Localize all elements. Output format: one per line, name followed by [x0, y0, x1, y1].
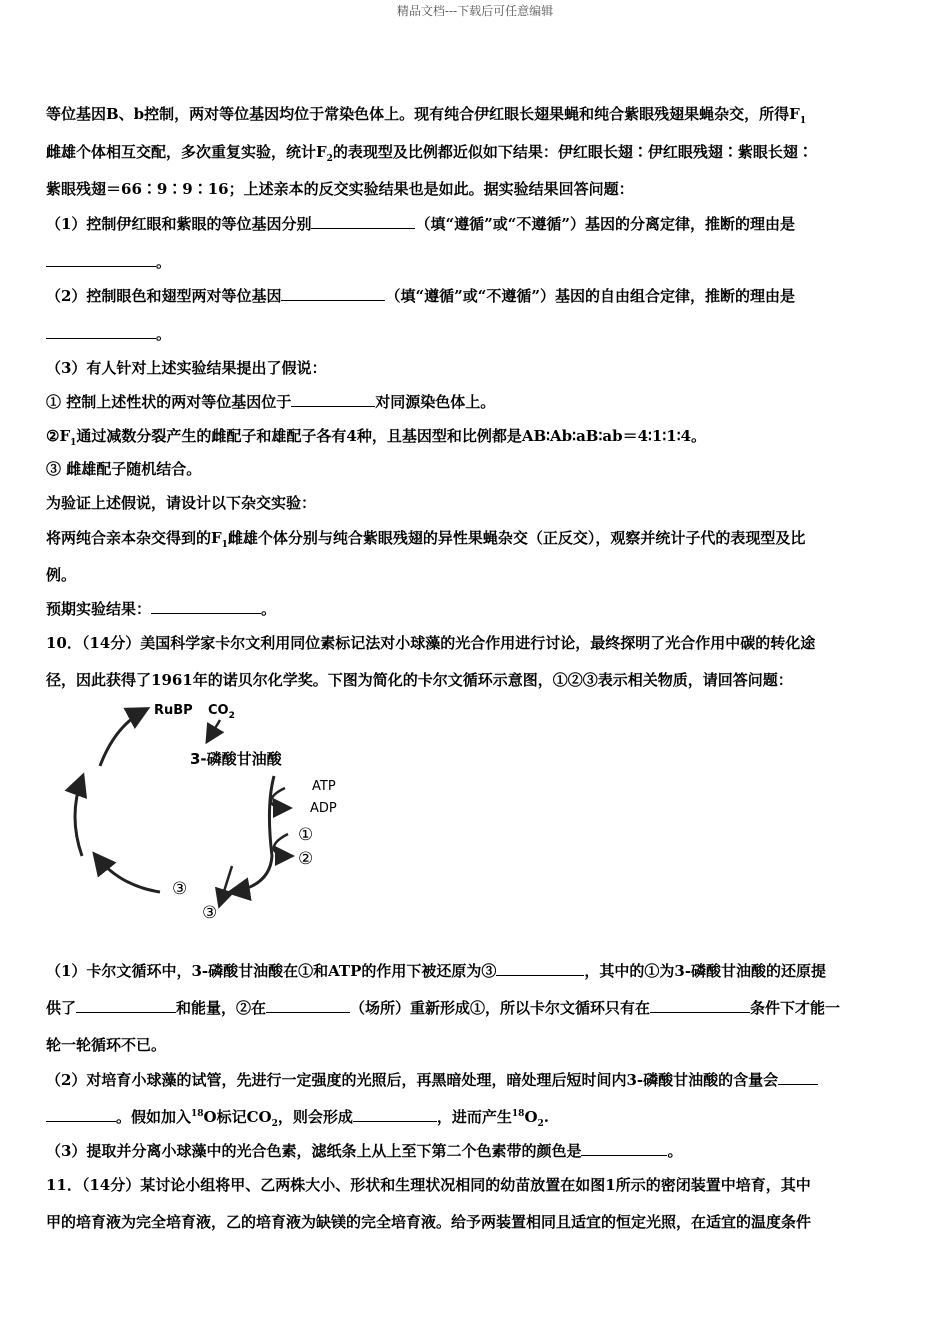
subquestion-1-line — [46, 960, 826, 981]
text-span: 。 — [667, 1142, 683, 1160]
answer-blank[interactable] — [353, 1107, 437, 1122]
text-line — [46, 527, 805, 550]
text-span: 雌雄个体相互交配，多次重复实验，统计F — [46, 143, 327, 161]
text-span: 条件下才能一 — [750, 999, 841, 1017]
page-header: 精品文档---下载后可任意编辑 — [396, 4, 554, 18]
text-span: （3）提取并分离小球藻中的光合色素，滤纸条上从上至下第二个色素带的颜色是 — [46, 1142, 582, 1160]
text-span: . — [543, 1108, 550, 1126]
question-2-continued — [46, 323, 171, 344]
problem-10-line: 径，因此获得了1961年的诺贝尔化学奖。下图为简化的卡尔文循环示意图，①②③表示相关物质，请回答问题： — [46, 671, 793, 689]
calvin-cycle-diagram — [60, 696, 360, 926]
subquestion-2-continued — [46, 1106, 549, 1129]
text-line: 轮一轮循环不已。 — [46, 1036, 167, 1054]
atp-label: ATP — [312, 779, 336, 794]
answer-blank[interactable] — [46, 252, 156, 267]
text-span: 和能量，②在 — [176, 999, 267, 1017]
text-span: 的表现型及比例都近似如下结果：伊红眼长翅∶伊红眼残翅∶紫眼长翅∶ — [332, 143, 813, 161]
text-span: （2）控制眼色和翅型两对等位基因 — [46, 287, 282, 305]
problem-11-line: 11．（14分）某讨论小组将甲、乙两株大小、形状和生理状况相同的幼苗放置在如图1所示的密闭装置中培育，其中 — [46, 1176, 811, 1194]
answer-blank[interactable] — [46, 1107, 116, 1122]
text-span: （场所）重新形成①，所以卡尔文循环只有在 — [350, 999, 651, 1017]
text-span: （填“遵循”或“不遵循”）基因的自由组合定律，推断的理由是 — [385, 287, 795, 305]
answer-blank[interactable] — [311, 214, 415, 229]
co2-label — [208, 703, 235, 721]
marker-3a: ③ — [172, 879, 188, 899]
text-span: 。假如加入 — [116, 1108, 192, 1126]
subscript: 2 — [326, 154, 333, 164]
text-span: 对同源染色体上。 — [375, 393, 496, 411]
subscript: 1 — [799, 116, 807, 126]
text-span: O标记CO — [203, 1108, 272, 1126]
text-span: O — [524, 1108, 538, 1126]
text-span: 。 — [156, 325, 172, 343]
text-span: （1）控制伊红眼和紫眼的等位基因分别 — [46, 215, 312, 233]
text-span: ，其中的①为3-磷酸甘油酸的还原提 — [584, 962, 827, 980]
problem-10-line: 10．（14分）美国科学家卡尔文利用同位素标记法对小球藻的光合作用进行讨论，最终探明了光合作用中碳的转化途 — [46, 634, 816, 652]
cycle-arrow-right — [232, 776, 274, 892]
text-line: 紫眼残翅＝66∶9∶9∶16；上述亲本的反交实验结果也是如此。据实验结果回答问题： — [46, 180, 634, 198]
problem-11-line: 甲的培育液为完全培育液，乙的培育液为缺镁的完全培育液。给予两装置相同且适宜的恒定光照，在适宜的温度条件 — [46, 1213, 812, 1231]
text-line: 为验证上述假说，请设计以下杂交实验： — [46, 494, 317, 512]
co2-text: CO — [208, 703, 229, 718]
text-span: ，则会形成 — [277, 1108, 353, 1126]
cycle-arrow-top — [100, 710, 145, 766]
product-arrow — [220, 866, 232, 904]
subscript: 1 — [221, 540, 228, 550]
text-line — [46, 103, 806, 126]
co2-arrow — [208, 720, 220, 740]
answer-blank[interactable] — [650, 998, 750, 1013]
calvin-cycle-svg — [60, 696, 360, 926]
superscript: 18 — [191, 1109, 204, 1119]
answer-blank[interactable] — [266, 998, 350, 1013]
subscript: 1 — [70, 438, 77, 448]
marker-2: ② — [298, 849, 314, 869]
co2-subscript: 2 — [228, 711, 235, 721]
answer-blank[interactable] — [496, 961, 584, 976]
text-span: （填“遵循”或“不遵循”）基因的分离定律，推断的理由是 — [415, 215, 795, 233]
nadph-arrow — [274, 834, 290, 856]
answer-blank[interactable] — [151, 599, 261, 614]
text-span: 等位基因B、b控制，两对等位基因均位于常染色体上。现有纯合伊红眼长翅果蝇和纯合紫眼残翅果蝇杂交，所得F — [46, 105, 800, 123]
text-span: 预期实验结果： — [46, 600, 152, 618]
answer-blank[interactable] — [778, 1070, 818, 1085]
answer-blank[interactable] — [76, 998, 176, 1013]
text-span: ① 控制上述性状的两对等位基因位于 — [46, 393, 292, 411]
atp-adp-arrow — [271, 788, 288, 808]
answer-blank[interactable] — [46, 324, 156, 339]
answer-blank[interactable] — [581, 1141, 667, 1156]
hypothesis-2 — [46, 425, 706, 448]
question-3-line: （3）有人针对上述实验结果提出了假说： — [46, 359, 327, 377]
pga-label: 3-磷酸甘油酸 — [190, 750, 282, 768]
cycle-arrow-bottom — [96, 856, 160, 892]
text-span: 。 — [156, 253, 172, 271]
subquestion-1-continued — [46, 997, 840, 1018]
text-span: ②F — [46, 427, 71, 445]
subquestion-3-line — [46, 1140, 682, 1161]
expected-result-line — [46, 598, 276, 619]
text-line — [46, 141, 813, 164]
subscript: 2 — [271, 1119, 278, 1129]
hypothesis-1 — [46, 391, 495, 412]
hypothesis-3: ③ 雌雄配子随机结合。 — [46, 460, 202, 478]
question-2-line — [46, 285, 795, 306]
subscript: 2 — [537, 1119, 544, 1129]
text-span: （2）对培育小球藻的试管，先进行一定强度的光照后，再黑暗处理，暗处理后短时间内3-磷酸甘油酸的含量会 — [46, 1071, 779, 1089]
answer-blank[interactable] — [291, 392, 375, 407]
text-span: 。 — [261, 600, 277, 618]
question-1-line — [46, 213, 795, 234]
text-span: 将两纯合亲本杂交得到的F — [46, 529, 222, 547]
text-line: 例。 — [46, 566, 77, 584]
marker-3b: ③ — [202, 903, 218, 923]
rubp-label: RuBP — [154, 703, 193, 718]
superscript: 18 — [511, 1109, 525, 1119]
adp-label: ADP — [310, 801, 337, 816]
text-span: （1）卡尔文循环中，3-磷酸甘油酸在①和ATP的作用下被还原为③ — [46, 962, 497, 980]
cycle-arrow-left — [75, 778, 82, 856]
text-span: 供了 — [46, 999, 77, 1017]
marker-1: ① — [298, 825, 314, 845]
question-1-continued — [46, 251, 171, 272]
text-span: 雌雄个体分别与纯合紫眼残翅的异性果蝇杂交（正反交），观察并统计子代的表现型及比 — [227, 529, 806, 547]
answer-blank[interactable] — [281, 286, 385, 301]
text-span: 通过减数分裂产生的雌配子和雄配子各有4种，且基因型和比例都是AB∶Ab∶aB∶ab＝4∶1∶1∶4。 — [76, 427, 707, 445]
text-span: ，进而产生 — [436, 1108, 512, 1126]
subquestion-2-line — [46, 1069, 818, 1090]
